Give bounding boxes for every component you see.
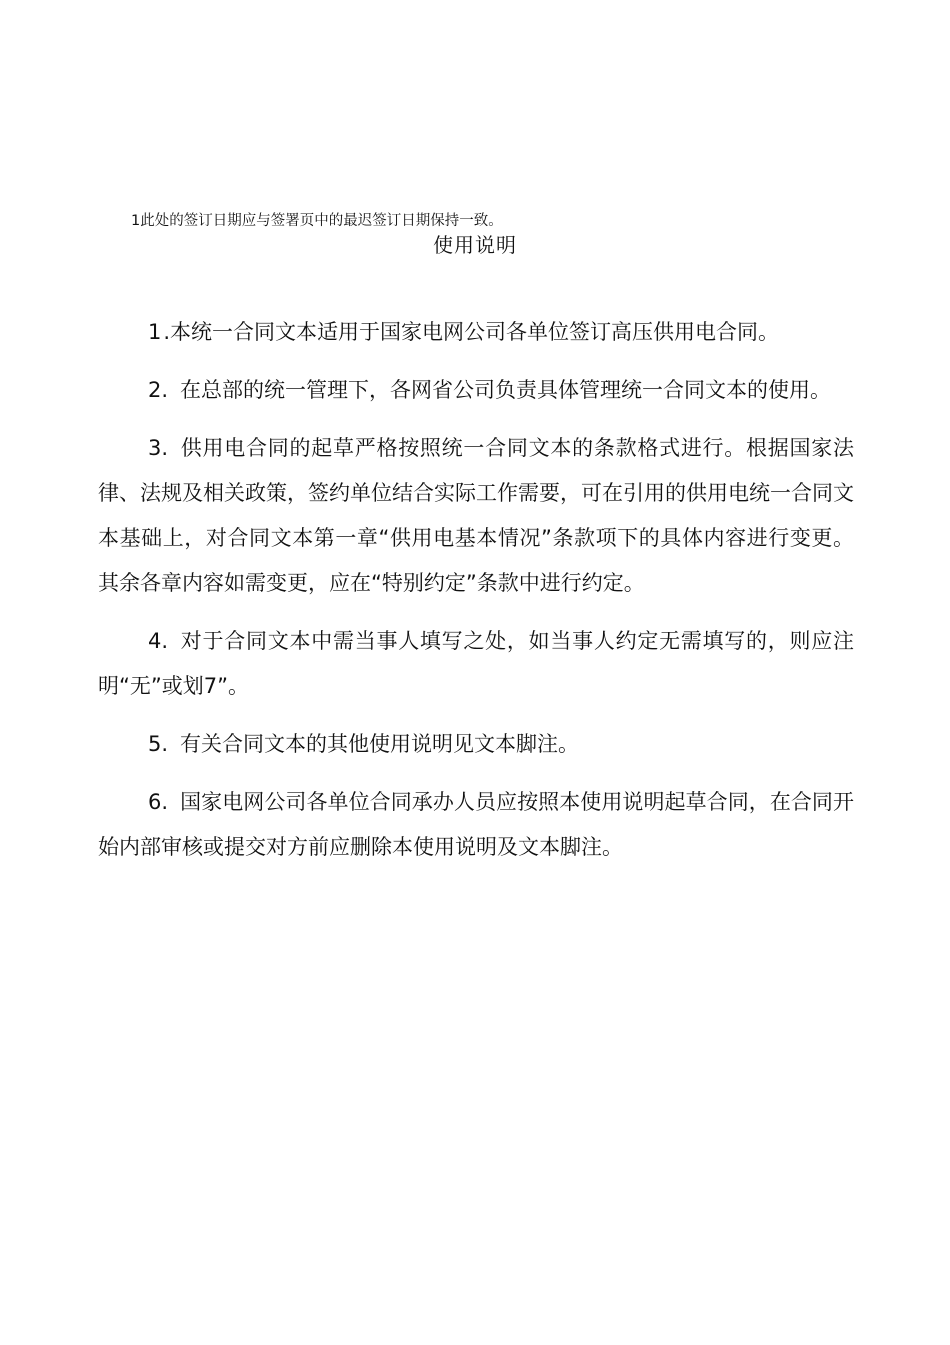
item-number: 4. — [148, 629, 169, 653]
item-number: 1 — [148, 320, 162, 344]
item-number: 2. — [148, 378, 169, 402]
instruction-item-4 — [98, 619, 854, 709]
item-text: 供用电合同的起草严格按照统一合同文本的条款格式进行。根据国家法律、法规及相关政策，签约单位结合实际工作需要，可在引用的供用电统一合同文本基础上，对合同文本第一章“供用电基本情况”条款项下的具体内容进行变更。其余各章内容如需变更，应在“特别约定”条款中进行约定。 — [98, 436, 854, 595]
item-number: 3. — [148, 436, 169, 460]
page-title: 使用说明 — [433, 233, 517, 257]
instructions-body — [98, 310, 854, 883]
instruction-item-1 — [98, 310, 854, 355]
item-text: 在总部的统一管理下，各网省公司负责具体管理统一合同文本的使用。 — [180, 378, 832, 402]
instruction-item-3 — [98, 426, 854, 606]
instruction-item-6 — [98, 780, 854, 870]
item-number: 6. — [148, 790, 169, 814]
item-text: 对于合同文本中需当事人填写之处，如当事人约定无需填写的，则应注明“无”或划7”。 — [98, 629, 854, 698]
instruction-item-2 — [98, 368, 854, 413]
instruction-item-5 — [98, 722, 854, 767]
item-text: 国家电网公司各单位合同承办人员应按照本使用说明起草合同，在合同开始内部审核或提交对方前应删除本使用说明及文本脚注。 — [98, 790, 854, 859]
footnote: 1此处的签订日期应与签署页中的最迟签订日期保持一致。 — [131, 213, 503, 229]
item-text: 有关合同文本的其他使用说明见文本脚注。 — [180, 732, 580, 756]
item-text: .本统一合同文本适用于国家电网公司各单位签订高压供用电合同。 — [163, 320, 780, 344]
item-number: 5. — [148, 732, 169, 756]
